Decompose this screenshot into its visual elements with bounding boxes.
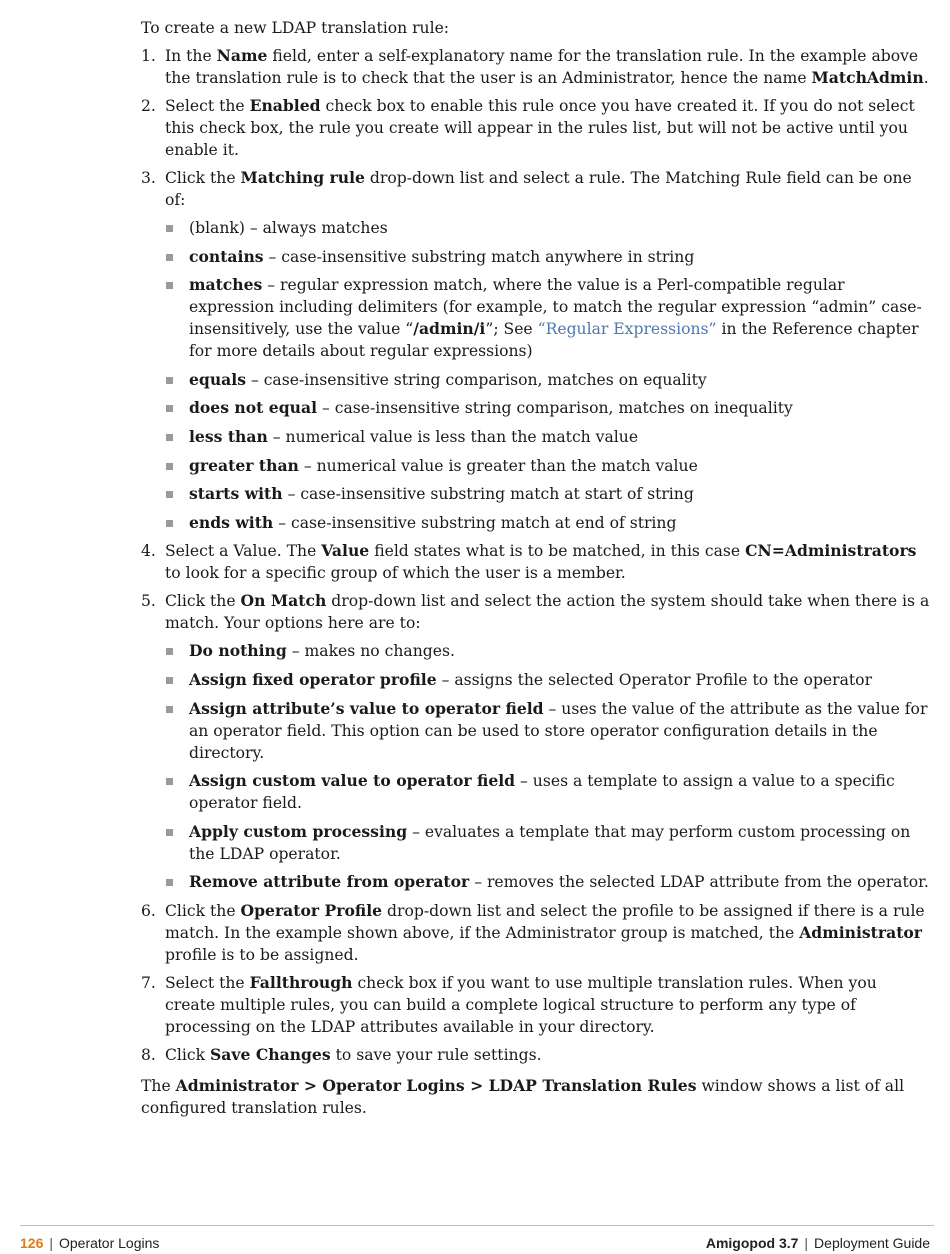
square-bullet-icon <box>166 405 173 412</box>
closing-text: window shows a list of all configured translation rules. <box>141 1076 905 1117</box>
list-item <box>165 369 931 391</box>
regular-expressions-link[interactable]: “Regular Expressions” <box>537 320 717 339</box>
square-bullet-icon <box>166 254 173 261</box>
option-text: – evaluates a template that may perform custom processing on the LDAP operator. <box>189 822 911 863</box>
option-bold: Assign attribute’s value to operator field <box>189 698 544 718</box>
square-bullet-icon <box>166 377 173 384</box>
step-text: Click <box>165 1045 211 1064</box>
option-text: – case-insensitive substring match anywhere in string <box>263 247 695 266</box>
option-text: – uses the value of the attribute as the value for an operator field. This option can be used to store operator configuration details in the directory. <box>189 699 928 762</box>
list-item <box>165 640 931 662</box>
square-bullet-icon <box>166 520 173 527</box>
square-bullet-icon <box>166 648 173 655</box>
option-bold: equals <box>189 369 246 389</box>
steps-list <box>141 45 931 1066</box>
option-bold: Assign fixed operator profile <box>189 669 437 689</box>
option-bold: ends with <box>189 512 274 532</box>
step-number: 8. <box>141 1045 156 1064</box>
step-bold: On Match <box>240 591 327 611</box>
step-text: Click the <box>165 901 241 920</box>
option-text: – case-insensitive string comparison, matches on inequality <box>317 399 793 418</box>
intro-text: To create a new LDAP translation rule: <box>141 19 450 37</box>
step-text: Select the <box>165 973 250 992</box>
list-item <box>165 821 931 865</box>
option-bold: does not equal <box>189 398 317 418</box>
matching-rule-options <box>165 217 931 534</box>
step-text: to look for a specific group of which the user is a member. <box>165 564 626 583</box>
list-item <box>165 274 931 362</box>
step-bold: Operator Profile <box>240 900 383 920</box>
list-item <box>165 246 931 268</box>
option-text: in the Reference chapter for more details about regular expressions) <box>189 320 919 361</box>
step-text: In the <box>165 47 217 65</box>
footer-right <box>706 1234 930 1252</box>
step-text: field, enter a self-explanatory name for the translation rule. In the example above the translation rule is to check that the user is an Administrator, hence the name <box>165 47 919 87</box>
step-2 <box>141 95 931 161</box>
footer-left <box>20 1234 159 1252</box>
step-number: 1. <box>141 47 156 65</box>
step-bold: Fallthrough <box>249 972 353 992</box>
list-item <box>165 217 931 239</box>
step-text: Select a Value. The <box>165 542 322 561</box>
step-number: 2. <box>141 97 156 115</box>
step-bold: Administrator <box>799 922 923 942</box>
step-5 <box>141 590 931 893</box>
step-text: to save your rule settings. <box>330 1045 542 1064</box>
step-number: 5. <box>141 592 156 611</box>
list-item <box>165 397 931 419</box>
option-bold: matches <box>189 275 263 295</box>
step-number: 6. <box>141 901 156 920</box>
footer-divider <box>20 1225 934 1226</box>
option-bold: Do nothing <box>189 641 287 661</box>
step-1 <box>141 45 931 89</box>
option-text: – assigns the selected Operator Profile to the operator <box>436 670 873 689</box>
option-bold: /admin/i <box>413 319 486 339</box>
step-text: drop-down list and select the action the system should take when there is a match. Your options here are to: <box>165 592 930 633</box>
page-content <box>141 17 931 1119</box>
step-bold: Enabled <box>249 96 321 115</box>
option-text: – removes the selected LDAP attribute from the operator. <box>469 873 929 892</box>
step-number: 4. <box>141 542 156 561</box>
step-bold: Name <box>216 46 268 65</box>
square-bullet-icon <box>166 778 173 785</box>
list-item <box>165 426 931 448</box>
step-number: 7. <box>141 973 156 992</box>
square-bullet-icon <box>166 282 173 289</box>
step-text: drop-down list and select a rule. The Matching Rule field can be one of: <box>165 169 912 209</box>
step-text: Select the <box>165 97 250 115</box>
option-text: – regular expression match, where the value is a Perl-compatible regular expression including delimiters (for example, to match the regular expression “admin” case-insensitively, use the value “ <box>189 276 922 339</box>
list-item <box>165 770 931 814</box>
option-bold: contains <box>189 246 264 266</box>
step-text: drop-down list and select the profile to be assigned if there is a rule match. In the example shown above, if the Administrator group is matched, the <box>165 901 925 942</box>
square-bullet-icon <box>166 491 173 498</box>
option-bold: Assign custom value to operator field <box>189 771 516 791</box>
step-text: check box if you want to use multiple translation rules. When you create multiple rules, you can build a complete logical structure to perform any type of processing on the LDAP attributes available in your directory. <box>165 973 877 1036</box>
closing-bold: Administrator > Operator Logins > LDAP Translation Rules <box>175 1075 697 1095</box>
square-bullet-icon <box>166 829 173 836</box>
square-bullet-icon <box>166 463 173 470</box>
square-bullet-icon <box>166 225 173 232</box>
step-bold: Value <box>321 541 370 561</box>
list-item <box>165 698 931 764</box>
option-bold: Apply custom processing <box>189 821 408 841</box>
page-number: 126 <box>20 1235 44 1251</box>
option-text: – case-insensitive string comparison, matches on equality <box>245 370 707 389</box>
footer-product: Amigopod 3.7 <box>705 1235 799 1251</box>
option-bold: starts with <box>189 484 283 504</box>
step-text: . <box>923 69 929 87</box>
list-item <box>165 483 931 505</box>
list-item <box>165 669 931 691</box>
closing-paragraph <box>141 1075 931 1119</box>
option-bold: greater than <box>189 455 299 475</box>
square-bullet-icon <box>166 677 173 684</box>
step-8 <box>141 1044 931 1066</box>
step-4 <box>141 540 931 584</box>
step-text: check box to enable this rule once you have created it. If you do not select this check box, the rule you create will appear in the rules list, but will not be active until you enable it. <box>165 97 915 159</box>
on-match-options <box>165 640 931 893</box>
step-text: profile is to be assigned. <box>165 945 359 964</box>
footer-section: Operator Logins <box>59 1235 160 1251</box>
option-text: – case-insensitive substring match at start of string <box>282 485 694 504</box>
option-text: (blank) – always matches <box>189 219 388 237</box>
step-text: field states what is to be matched, in this case <box>369 542 746 561</box>
step-bold: CN=Administrators <box>745 541 917 561</box>
step-text: Click the <box>165 592 241 611</box>
square-bullet-icon <box>166 434 173 441</box>
step-text: Click the <box>165 169 241 187</box>
option-text: ”; See <box>485 320 538 339</box>
list-item <box>165 512 931 534</box>
option-text: – numerical value is greater than the match value <box>298 456 698 475</box>
footer-separator: | <box>49 1235 53 1251</box>
footer-doc-title: Deployment Guide <box>814 1235 930 1251</box>
step-number: 3. <box>141 169 156 187</box>
step-bold: MatchAdmin <box>811 68 924 87</box>
step-6 <box>141 900 931 966</box>
list-item <box>165 871 931 893</box>
option-bold: Remove attribute from operator <box>189 872 470 892</box>
option-text: – case-insensitive substring match at end of string <box>273 513 677 532</box>
option-text: – numerical value is less than the match value <box>267 427 639 446</box>
option-text: – makes no changes. <box>286 642 455 661</box>
option-text: – uses a template to assign a value to a specific operator field. <box>189 772 895 813</box>
footer-separator: | <box>804 1235 809 1251</box>
step-bold: Save Changes <box>210 1044 331 1064</box>
option-bold: less than <box>189 426 268 446</box>
step-7 <box>141 972 931 1038</box>
step-3 <box>141 167 931 534</box>
step-bold: Matching rule <box>240 168 365 187</box>
square-bullet-icon <box>166 879 173 886</box>
list-item <box>165 455 931 477</box>
square-bullet-icon <box>166 706 173 713</box>
closing-text: The <box>141 1076 176 1095</box>
